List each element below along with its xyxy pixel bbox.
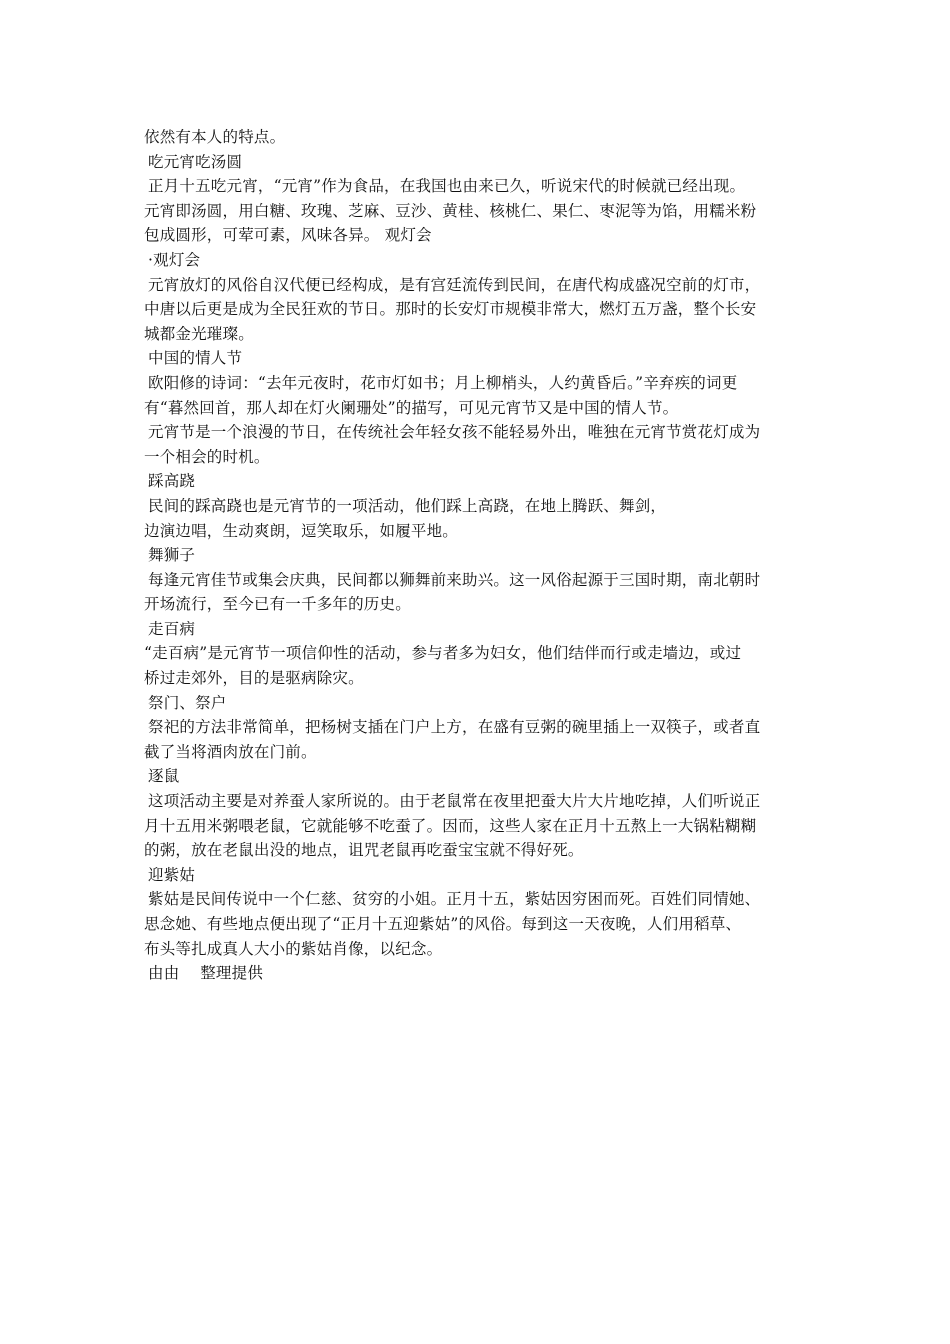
paragraph-line: 布头等扎成真人大小的紫姑肖像，以纪念。 xyxy=(144,939,443,958)
paragraph-line: 桥过走郊外，目的是驱病除灾。 xyxy=(144,669,364,688)
paragraph-line: 开场流行，至今已有一千多年的历史。 xyxy=(144,595,411,614)
paragraph-line: 包成圆形，可荤可素，风味各异。 观灯会 xyxy=(144,226,432,245)
paragraph-line: 祭祀的方法非常简单，把杨树支插在门户上方，在盛有豆粥的碗里插上一双筷子，或者直 xyxy=(148,718,761,737)
paragraph-line: 截了当将酒肉放在门前。 xyxy=(144,742,317,761)
paragraph-line: 元宵即汤圆，用白糖、玫瑰、芝麻、豆沙、黄桂、核桃仁、果仁、枣泥等为馅，用糯米粉 xyxy=(144,201,757,220)
document-body xyxy=(144,125,810,986)
paragraph-line: 的粥，放在老鼠出没的地点，诅咒老鼠再吃蚕宝宝就不得好死。 xyxy=(144,841,584,860)
paragraph-line: 中唐以后更是成为全民狂欢的节日。那时的长安灯市规模非常大，燃灯五万盏，整个长安 xyxy=(144,300,757,319)
paragraph-line: 城都金光璀璨。 xyxy=(144,324,254,343)
section-heading: 祭门、祭户 xyxy=(148,693,227,712)
section-heading: 踩高跷 xyxy=(148,472,196,491)
section-heading: 逐鼠 xyxy=(148,767,180,786)
section-heading: 迎紫姑 xyxy=(148,865,196,884)
paragraph-line: 民间的踩高跷也是元宵节的一项活动，他们踩上高跷，在地上腾跃、舞剑， xyxy=(148,496,667,515)
paragraph-line: 边演边唱，生动爽朗，逗笑取乐，如履平地。 xyxy=(144,521,459,540)
paragraph-line: 一个相会的时机。 xyxy=(144,447,270,466)
paragraph-line: 月十五用米粥喂老鼠，它就能够不吃蚕了。因而，这些人家在正月十五熬上一大锅粘糊糊 xyxy=(144,816,757,835)
paragraph-line: 正月十五吃元宵，“元宵”作为食品，在我国也由来已久，听说宋代的时候就已经出现。 xyxy=(148,177,746,196)
paragraph-line: 元宵放灯的风俗自汉代便已经构成，是有宫廷流传到民间，在唐代构成盛况空前的灯市， xyxy=(148,275,761,294)
paragraph-line: “走百病”是元宵节一项信仰性的活动，参与者多为妇女，他们结伴而行或走墙边，或过 xyxy=(144,644,742,663)
paragraph-line: 元宵节是一个浪漫的节日，在传统社会年轻女孩不能轻易外出，唯独在元宵节赏花灯成为 xyxy=(148,423,761,442)
section-heading: 中国的情人节 xyxy=(148,349,243,368)
paragraph-line: 欧阳修的诗词：“去年元夜时，花市灯如书；月上柳梢头，人约黄昏后。”辛弃疾的词更 xyxy=(148,373,738,392)
paragraph-line: 每逢元宵佳节或集会庆典，民间都以狮舞前来助兴。这一风俗起源于三国时期，南北朝时 xyxy=(148,570,761,589)
paragraph-line: 这项活动主要是对养蚕人家所说的。由于老鼠常在夜里把蚕大片大片地吃掉，人们听说正 xyxy=(148,792,761,811)
section-heading: 走百病 xyxy=(148,619,196,638)
credit-line: 由由 整理提供 xyxy=(148,964,264,983)
paragraph-line: 思念她、有些地点便出现了“正月十五迎紫姑”的风俗。每到这一天夜晚，人们用稻草、 xyxy=(144,915,742,933)
paragraph-line: 有“暮然回首，那人却在灯火阑珊处”的描写，可见元宵节又是中国的情人节。 xyxy=(144,398,679,417)
section-heading: 舞狮子 xyxy=(148,546,196,565)
section-heading: 吃元宵吃汤圆 xyxy=(148,152,243,171)
section-heading: ·观灯会 xyxy=(148,250,201,269)
text-line: 依然有本人的特点。 xyxy=(144,128,286,146)
paragraph-line: 紫姑是民间传说中一个仁慈、贫穷的小姐。正月十五，紫姑因穷困而死。百姓们同情她、 xyxy=(148,890,761,909)
